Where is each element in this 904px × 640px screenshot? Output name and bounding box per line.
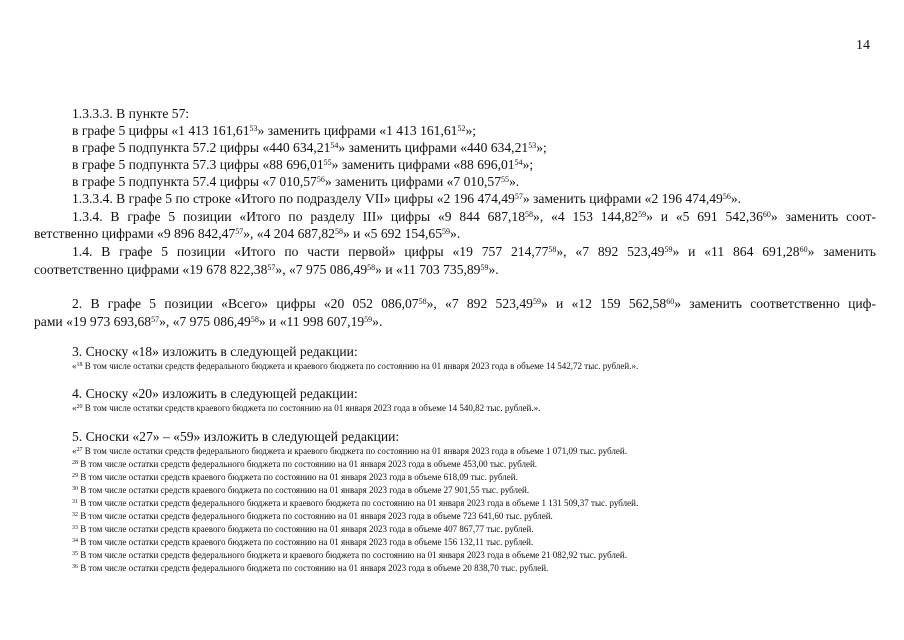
replacement-line-57-3: в графе 5 подпункта 57.3 цифры «88 696,01$^{55}$» заменить цифрами «88 696,01$^{54}$»; <box>72 157 534 172</box>
footnote-34: $^{34}$ В том числе остатки средств краевого бюджета по состоянию на 01 января 2023 года в объеме 156 132,11 тыс. рублей. <box>72 537 534 547</box>
footnote-32: $^{32}$ В том числе остатки средств федерального бюджета по состоянию на 01 января 2023 года в объеме 723 641,60 тыс. рублей. <box>72 511 553 521</box>
footnote-18: «$^{18}$ В том числе остатки средств федерального бюджета и краевого бюджета по состоянию на 01 января 2023 года в объеме 14 542,72 тыс. рублей.». <box>72 361 639 371</box>
footnote-30: $^{30}$ В том числе остатки средств краевого бюджета по состоянию на 01 января 2023 года в объеме 27 901,55 тыс. рублей. <box>72 485 530 495</box>
section-1-3-3-3-heading: 1.3.3.3. В пункте 57: <box>72 106 190 121</box>
section-3-heading: 3. Сноску «18» изложить в следующей редакции: <box>72 344 358 359</box>
footnote-29: $^{29}$ В том числе остатки средств краевого бюджета по состоянию на 01 января 2023 года в объеме 618,09 тыс. рублей. <box>72 472 518 482</box>
replacement-line-57: в графе 5 цифры «1 413 161,61$^{53}$» заменить цифрами «1 413 161,61$^{52}$»; <box>72 123 477 138</box>
footnote-28: $^{28}$ В том числе остатки средств федерального бюджета по состоянию на 01 января 2023 года в объеме 453,00 тыс. рублей. <box>72 459 538 469</box>
section-1-3-4-line-1: 1.3.4. В графе 5 позиции «Итого по разделу III» цифры «9 844 687,18$^{58}$», «4 153 144,82$^{59}$» и «5 691 542,36$^{60}$» заменить соот- <box>72 209 876 224</box>
replacement-line-57-2: в графе 5 подпункта 57.2 цифры «440 634,21$^{54}$» заменить цифрами «440 634,21$^{53}$»; <box>72 140 547 155</box>
section-1-4-line-1: 1.4. В графе 5 позиции «Итого по части первой» цифры «19 757 214,77$^{58}$», «7 892 523,49$^{59}$» и «11 864 691,28$^{60}$» заменить <box>72 244 876 259</box>
footnote-27: «$^{27}$ В том числе остатки средств федерального бюджета и краевого бюджета по состоянию на 01 января 2023 года в объеме 1 071,09 тыс. рублей. <box>72 446 627 456</box>
replacement-line-57-4: в графе 5 подпункта 57.4 цифры «7 010,57$^{56}$» заменить цифрами «7 010,57$^{55}$». <box>72 174 520 189</box>
section-1-4-line-2: соответственно цифрами «19 678 822,38$^{57}$», «7 975 086,49$^{58}$» и «11 703 735,89$^{59}$». <box>34 262 499 277</box>
footnote-35: $^{35}$ В том числе остатки средств федерального бюджета и краевого бюджета по состоянию на 01 января 2023 года в объеме 21 082,92 тыс. рублей. <box>72 550 627 560</box>
section-1-3-4-line-2: ветственно цифрами «9 896 842,47$^{57}$», «4 204 687,82$^{58}$» и «5 692 154,65$^{59}$». <box>34 226 461 241</box>
section-2-line-2: рами «19 973 693,68$^{57}$», «7 975 086,49$^{58}$» и «11 998 607,19$^{59}$». <box>34 314 383 329</box>
section-4-heading: 4. Сноску «20» изложить в следующей редакции: <box>72 386 358 401</box>
section-1-3-3-4: 1.3.3.4. В графе 5 по строке «Итого по подразделу VII» цифры «2 196 474,49$^{57}$» заменить цифрами «2 196 474,49$^{56}$». <box>72 191 742 206</box>
section-2-line-1: 2. В графе 5 позиции «Всего» цифры «20 052 086,07$^{58}$», «7 892 523,49$^{59}$» и «12 159 562,58$^{60}$» заменить соответственно циф- <box>72 296 876 311</box>
footnote-36: $^{36}$ В том числе остатки средств федерального бюджета по состоянию на 01 января 2023 года в объеме 20 838,70 тыс. рублей. <box>72 563 549 573</box>
footnote-31: $^{31}$ В том числе остатки средств федерального бюджета и краевого бюджета по состоянию на 01 января 2023 года в объеме 1 131 509,37 тыс. рублей. <box>72 498 639 508</box>
page-number: 14 <box>856 38 870 53</box>
footnote-33: $^{33}$ В том числе остатки средств краевого бюджета по состоянию на 01 января 2023 года в объеме 407 867,77 тыс. рублей. <box>72 524 534 534</box>
footnote-20: «$^{20}$ В том числе остатки средств краевого бюджета по состоянию на 01 января 2023 года в объеме 14 540,82 тыс. рублей.». <box>72 403 541 413</box>
section-5-heading: 5. Сноски «27» – «59» изложить в следующей редакции: <box>72 429 400 444</box>
